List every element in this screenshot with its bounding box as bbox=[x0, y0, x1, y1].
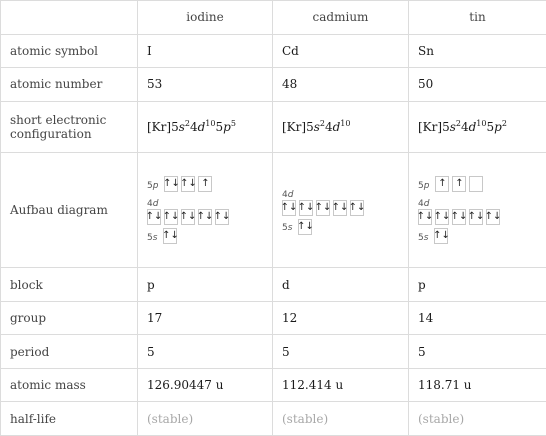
config-sub: d bbox=[197, 120, 206, 134]
spin-pair-icon: ↑↓ bbox=[484, 211, 502, 223]
orbital-boxes bbox=[164, 176, 212, 192]
cell-tin: (stable) bbox=[409, 402, 546, 436]
config-core: [Kr]5 bbox=[418, 120, 450, 134]
spin-pair-icon: ↑↓ bbox=[179, 211, 197, 223]
cell-tin: 5 bbox=[409, 335, 546, 369]
orbital-row bbox=[418, 176, 537, 192]
orbital-box bbox=[469, 176, 483, 192]
header-empty-cell bbox=[1, 1, 138, 35]
cell-cadmium bbox=[273, 101, 409, 153]
orbital-boxes bbox=[434, 228, 448, 244]
config-sub: s bbox=[449, 120, 456, 134]
orbital-label: 5p bbox=[147, 180, 159, 191]
orbital-box bbox=[164, 176, 178, 192]
header-tin: tin bbox=[409, 1, 546, 35]
spin-pair-icon: ↑↓ bbox=[162, 211, 180, 223]
orbital-box bbox=[435, 176, 449, 192]
config-part: 4 bbox=[189, 120, 198, 134]
header-cadmium: cadmium bbox=[273, 1, 409, 35]
spin-up-icon: ↑ bbox=[455, 178, 464, 190]
orbital-boxes bbox=[435, 176, 483, 192]
row-half-life bbox=[1, 402, 546, 436]
config-sub: d bbox=[332, 120, 341, 134]
orbital-boxes bbox=[418, 209, 500, 225]
config-part: 5 bbox=[486, 120, 495, 134]
row-period bbox=[1, 335, 546, 369]
orbital-row bbox=[147, 228, 263, 244]
cell-iodine: 17 bbox=[138, 301, 273, 335]
row-atomic-symbol bbox=[1, 34, 546, 68]
config-sub: s bbox=[313, 120, 320, 134]
orbital-boxes bbox=[147, 209, 229, 225]
spin-pair-icon: ↑↓ bbox=[196, 211, 214, 223]
config-core: [Kr]5 bbox=[282, 120, 314, 134]
spin-pair-icon: ↑↓ bbox=[297, 201, 315, 213]
cell-iodine: 5 bbox=[138, 335, 273, 369]
row-label: block bbox=[1, 268, 138, 302]
cell-iodine bbox=[138, 101, 273, 153]
orbital-boxes bbox=[163, 228, 177, 244]
cell-cadmium: 5 bbox=[273, 335, 409, 369]
row-atomic-number bbox=[1, 68, 546, 102]
config-part: 5 bbox=[215, 120, 224, 134]
header-row bbox=[1, 1, 546, 35]
cell-iodine: 126.90447 u bbox=[138, 368, 273, 402]
orbital-box bbox=[181, 209, 195, 225]
row-label: half-life bbox=[1, 402, 138, 436]
orbital-box bbox=[316, 200, 330, 216]
orbital-boxes bbox=[298, 219, 312, 235]
aufbau-cadmium bbox=[273, 153, 409, 268]
orbital-row bbox=[282, 186, 399, 216]
orbital-box bbox=[452, 209, 466, 225]
spin-pair-icon: ↑↓ bbox=[348, 201, 366, 213]
spin-pair-icon: ↑↓ bbox=[297, 220, 314, 232]
row-label: period bbox=[1, 335, 138, 369]
orbital-label: 5s bbox=[147, 232, 158, 243]
cell-tin: 118.71 u bbox=[409, 368, 546, 402]
cell-cadmium: 12 bbox=[273, 301, 409, 335]
orbital-row bbox=[418, 228, 537, 244]
orbital-box bbox=[469, 209, 483, 225]
spin-pair-icon: ↑↓ bbox=[162, 230, 179, 242]
spin-up-icon: ↑ bbox=[201, 178, 210, 190]
orbital-row bbox=[282, 219, 399, 235]
config-sub: p bbox=[223, 120, 231, 134]
orbital-row bbox=[418, 195, 537, 225]
config-sup: 2 bbox=[501, 119, 507, 128]
orbital-row bbox=[147, 195, 263, 225]
orbital-box bbox=[299, 200, 313, 216]
cell-tin: p bbox=[409, 268, 546, 302]
cell-cadmium: 112.414 u bbox=[273, 368, 409, 402]
config-sup: 2 bbox=[184, 119, 190, 128]
cell-tin: Sn bbox=[409, 34, 546, 68]
config-sup: 10 bbox=[340, 119, 351, 128]
orbital-box bbox=[282, 200, 296, 216]
cell-cadmium: (stable) bbox=[273, 402, 409, 436]
orbital-box bbox=[215, 209, 229, 225]
cell-iodine: I bbox=[138, 34, 273, 68]
orbital-label: 4d bbox=[418, 199, 430, 210]
cell-cadmium: 48 bbox=[273, 68, 409, 102]
spin-pair-icon: ↑↓ bbox=[145, 211, 163, 223]
row-atomic-mass bbox=[1, 368, 546, 402]
aufbau-tin bbox=[409, 153, 546, 268]
spin-pair-icon: ↑↓ bbox=[433, 211, 451, 223]
cell-tin: 14 bbox=[409, 301, 546, 335]
orbital-boxes bbox=[282, 200, 364, 216]
row-aufbau bbox=[1, 153, 546, 268]
orbital-box bbox=[434, 228, 448, 244]
spin-pair-icon: ↑↓ bbox=[314, 201, 332, 213]
row-label: short electronic configuration bbox=[1, 101, 138, 153]
orbital-box bbox=[198, 176, 212, 192]
orbital-label: 4d bbox=[282, 189, 294, 200]
spin-pair-icon: ↑↓ bbox=[467, 211, 485, 223]
orbital-box bbox=[147, 209, 161, 225]
row-label: atomic symbol bbox=[1, 34, 138, 68]
cell-cadmium: d bbox=[273, 268, 409, 302]
cell-iodine: p bbox=[138, 268, 273, 302]
cell-tin bbox=[409, 101, 546, 153]
orbital-label: 4d bbox=[147, 199, 159, 210]
config-part: 4 bbox=[460, 120, 469, 134]
spin-pair-icon: ↑↓ bbox=[180, 178, 197, 190]
orbital-box bbox=[198, 209, 212, 225]
spin-pair-icon: ↑↓ bbox=[416, 211, 434, 223]
config-sup: 5 bbox=[230, 119, 236, 128]
config-sup: 2 bbox=[455, 119, 461, 128]
orbital-label: 5s bbox=[418, 232, 429, 243]
orbital-box bbox=[333, 200, 347, 216]
orbital-box bbox=[486, 209, 500, 225]
orbital-label: 5s bbox=[282, 223, 293, 234]
spin-pair-icon: ↑↓ bbox=[280, 201, 298, 213]
config-core: [Kr]5 bbox=[147, 120, 179, 134]
spin-pair-icon: ↑↓ bbox=[213, 211, 231, 223]
row-short-config bbox=[1, 101, 546, 153]
config-sup: 2 bbox=[319, 119, 325, 128]
row-label: group bbox=[1, 301, 138, 335]
orbital-box bbox=[164, 209, 178, 225]
cell-iodine: 53 bbox=[138, 68, 273, 102]
config-sup: 10 bbox=[205, 119, 216, 128]
config-sub: p bbox=[494, 120, 502, 134]
spin-pair-icon: ↑↓ bbox=[331, 201, 349, 213]
row-block bbox=[1, 268, 546, 302]
orbital-box bbox=[350, 200, 364, 216]
spin-pair-icon: ↑↓ bbox=[433, 230, 450, 242]
config-sup: 10 bbox=[476, 119, 487, 128]
row-label: atomic number bbox=[1, 68, 138, 102]
orbital-box bbox=[452, 176, 466, 192]
cell-cadmium: Cd bbox=[273, 34, 409, 68]
config-sub: d bbox=[468, 120, 477, 134]
spin-up-icon: ↑ bbox=[438, 178, 447, 190]
row-label: atomic mass bbox=[1, 368, 138, 402]
orbital-row bbox=[147, 176, 263, 192]
aufbau-iodine bbox=[138, 153, 273, 268]
orbital-box bbox=[298, 219, 312, 235]
config-sub: s bbox=[178, 120, 185, 134]
orbital-box bbox=[435, 209, 449, 225]
spin-pair-icon: ↑↓ bbox=[450, 211, 468, 223]
row-label: Aufbau diagram bbox=[1, 153, 138, 268]
cell-iodine: (stable) bbox=[138, 402, 273, 436]
orbital-box bbox=[163, 228, 177, 244]
orbital-box bbox=[418, 209, 432, 225]
spin-pair-icon: ↑↓ bbox=[163, 178, 180, 190]
config-part: 4 bbox=[324, 120, 333, 134]
row-group bbox=[1, 301, 546, 335]
orbital-label: 5p bbox=[418, 180, 430, 191]
header-iodine: iodine bbox=[138, 1, 273, 35]
orbital-box bbox=[181, 176, 195, 192]
cell-tin: 50 bbox=[409, 68, 546, 102]
